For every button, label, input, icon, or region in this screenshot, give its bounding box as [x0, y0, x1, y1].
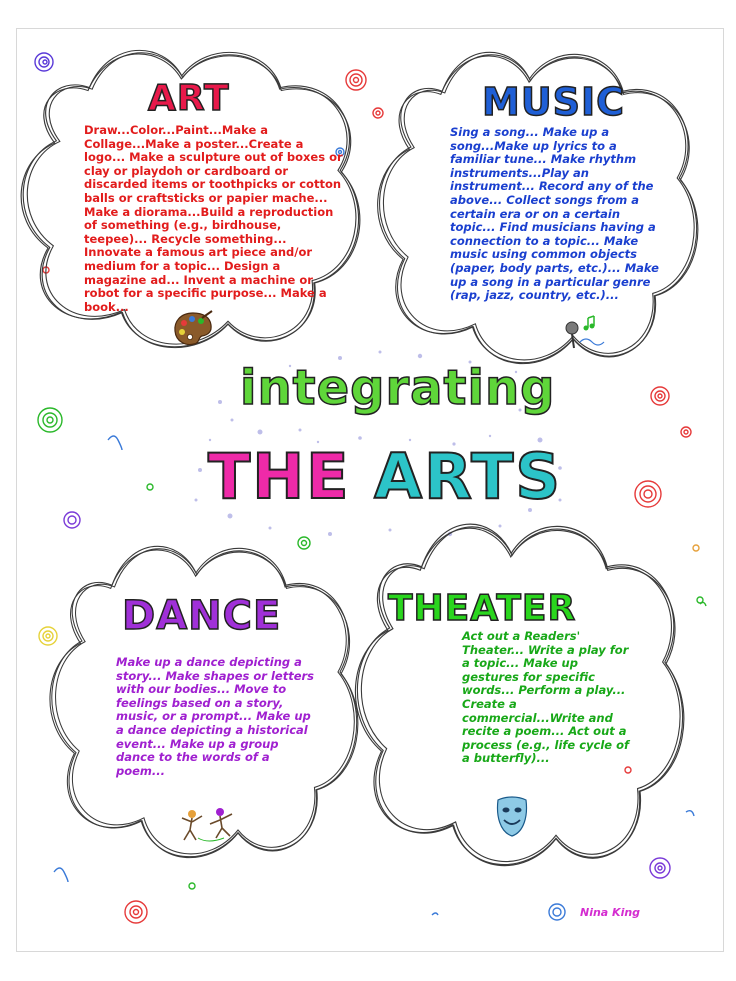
- art-text: Draw...Color...Paint...Make a Collage...Make a poster...Create a logo... Make a sculpture out of boxes or clay or playdoh or cardboard or discarded items or toothpicks or cotton balls or craftsticks or papier mache... Make a diorama...Build a reproduction of something (e.g., birdhouse, teepee)... Recycle something... Innovate a famous art piece and/or medium for a topic... Design a magazine ad... Invent a machine or robot for a specific purpose... Make a book...: [84, 123, 343, 314]
- music-text: Sing a song... Make up a song...Make up lyrics to a familiar tune... Make rhythm instruments...Play an instrument... Record any of the above... Collect songs from a certain era or on a certain topic... Find musicians having a connection to a topic... Make music using common objects (paper, body parts, etc.)... Make up a song in a particular genre (rap, jazz, country, etc.)...: [450, 125, 659, 303]
- theater-text: Act out a Readers' Theater... Write a play for a topic... Make up gestures for specific words... Perform a play... Create a commercial...Write and recite a poem... Act out a process (e.g., life cycle of a butterfly)...: [462, 629, 629, 766]
- title-word-arts: ARTS: [374, 440, 563, 513]
- microphone-icon: [560, 314, 612, 354]
- theater-heading: THEATER: [388, 588, 577, 629]
- dance-heading: DANCE: [122, 593, 282, 639]
- art-heading: ART: [148, 78, 230, 119]
- music-heading: MUSIC: [482, 80, 626, 124]
- dancers-icon: [178, 804, 244, 844]
- author-signature: Nina King: [580, 906, 641, 919]
- dance-text: Make up a dance depicting a story... Make shapes or letters with our bodies... Move to feelings based on a story, music, or a prompt... Make up a dance depicting a historical event... Make up a group dance to the words of a poem...: [116, 655, 315, 778]
- theater-mask-icon: [494, 794, 530, 838]
- palette-icon: [172, 310, 214, 348]
- poster-title-line1: integrating: [240, 360, 556, 416]
- title-word-the: THE: [208, 440, 351, 513]
- poster-title-line2: [208, 440, 562, 513]
